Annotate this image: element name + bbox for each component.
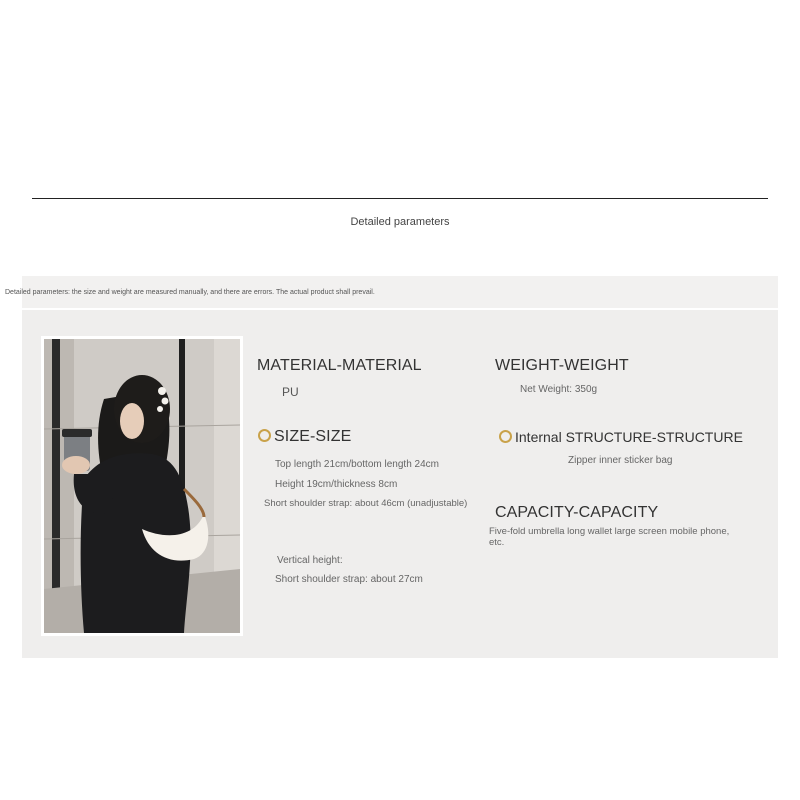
capacity-line: etc.	[489, 537, 505, 548]
circle-bullet-icon	[499, 430, 512, 443]
divider-line	[32, 198, 768, 199]
weight-value: Net Weight: 350g	[520, 384, 598, 395]
capacity-title: CAPACITY-CAPACITY	[495, 504, 659, 521]
structure-title-row	[499, 429, 743, 445]
size-line: Short shoulder strap: about 27cm	[275, 574, 423, 585]
product-photo	[44, 339, 240, 633]
weight-title: WEIGHT-WEIGHT	[495, 357, 629, 374]
size-line: Vertical height:	[277, 555, 343, 566]
measurement-note: Detailed parameters: the size and weight are measured manually, and there are errors. The actual product shall prevail.	[5, 289, 375, 296]
size-line: Height 19cm/thickness 8cm	[275, 479, 398, 490]
size-line: Short shoulder strap: about 46cm (unadjustable)	[264, 498, 468, 509]
capacity-line: Five-fold umbrella long wallet large screen mobile phone,	[489, 526, 730, 537]
size-line: Top length 21cm/bottom length 24cm	[275, 459, 439, 470]
material-title: MATERIAL-MATERIAL	[257, 357, 422, 374]
circle-bullet-icon	[258, 429, 271, 442]
section-heading: Detailed parameters	[350, 216, 450, 228]
structure-value: Zipper inner sticker bag	[568, 455, 673, 466]
size-title: SIZE-SIZE	[274, 428, 352, 445]
size-title-row	[258, 428, 351, 446]
material-value: PU	[282, 385, 299, 399]
structure-title: Internal STRUCTURE-STRUCTURE	[515, 429, 743, 445]
